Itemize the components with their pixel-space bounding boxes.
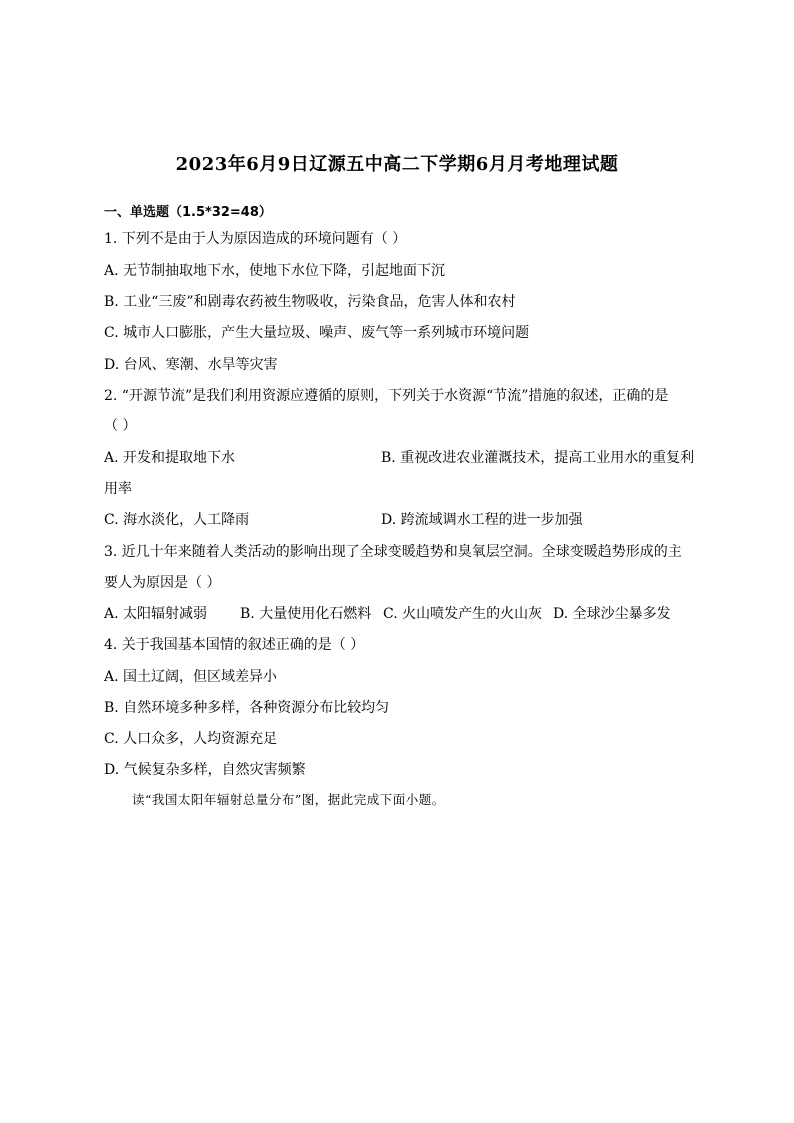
question-3-stem-line-2: 要人为原因是（ ） [104, 575, 221, 591]
reading-note: 读“我国太阳年辐射总量分布”图，据此完成下面小题。 [132, 792, 445, 807]
question-1-option-b: B. 工业“三废”和剧毒农药被生物吸收，污染食品，危害人体和农村 [104, 294, 516, 310]
question-2-option-b-wrap: 用率 [104, 481, 132, 497]
question-3-stem-line-1: 3. 近几十年来随着人类活动的影响出现了全球变暖趋势和臭氧层空洞。全球变暖趋势形成的主 [104, 544, 682, 560]
question-2-stem-line-1: 2. “开源节流”是我们利用资源应遵循的原则，下列关于水资源“节流”措施的叙述，正确的是 [104, 388, 669, 404]
question-2-option-c: C. 海水淡化，人工降雨 [104, 512, 250, 528]
question-4-option-d: D. 气候复杂多样，自然灾害频繁 [104, 762, 306, 778]
question-2-option-b: B. 重视改进农业灌溉技术，提高工业用水的重复利 [381, 450, 695, 466]
question-4-option-c: C. 人口众多，人均资源充足 [104, 731, 278, 747]
question-1-stem: 1. 下列不是由于人为原因造成的环境问题有（ ） [104, 231, 407, 247]
question-4-stem: 4. 关于我国基本国情的叙述正确的是（ ） [104, 637, 365, 653]
page-title: 2023年6月9日辽源五中高二下学期6月月考地理试题 [175, 154, 619, 175]
question-4-option-a: A. 国土辽阔，但区域差异小 [104, 669, 278, 685]
question-2-option-a: A. 开发和提取地下水 [104, 450, 236, 466]
question-1-option-a: A. 无节制抽取地下水，使地下水位下降，引起地面下沉 [104, 263, 446, 279]
question-2-stem-line-2: （ ） [104, 418, 137, 434]
question-1-option-d: D. 台风、寒潮、水旱等灾害 [104, 357, 278, 373]
question-4-option-b: B. 自然环境多种多样，各种资源分布比较均匀 [104, 700, 390, 716]
question-3-option-d: D. 全球沙尘暴多发 [553, 606, 671, 622]
question-3-option-c: C. 火山喷发产生的火山灰 [383, 606, 543, 622]
question-2-option-d: D. 跨流域调水工程的进一步加强 [381, 512, 583, 528]
question-3-option-b: B. 大量使用化石燃料 [240, 606, 372, 622]
question-1-option-c: C. 城市人口膨胀，产生大量垃圾、噪声、废气等一系列城市环境问题 [104, 325, 530, 341]
section-heading: 一、单选题（1.5*32=48） [104, 205, 272, 220]
question-3-option-a: A. 太阳辐射减弱 [104, 606, 208, 622]
